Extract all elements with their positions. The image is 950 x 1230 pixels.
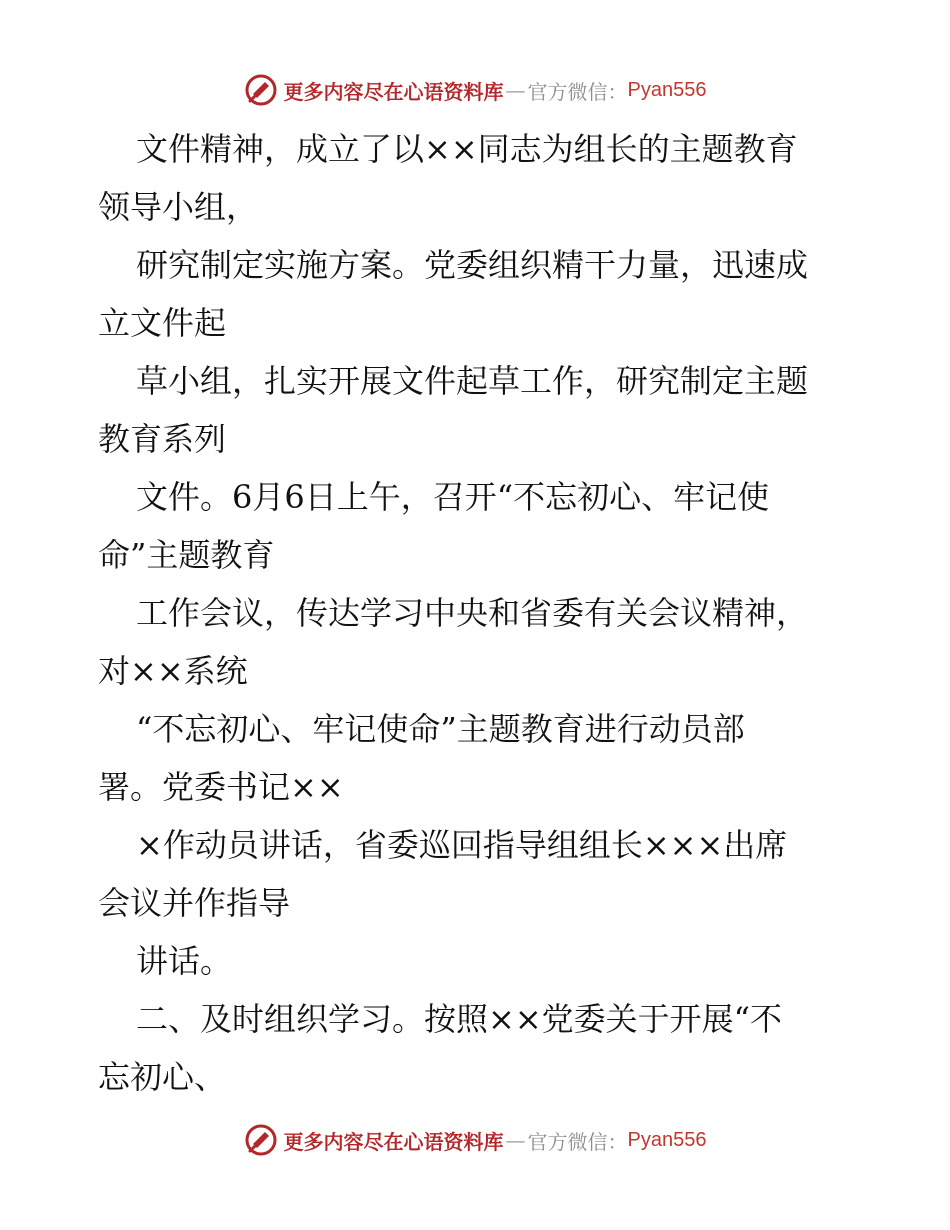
brand-logo-icon — [244, 73, 278, 107]
text-line: 研究制定实施方案。党委组织精干力量，迅速成 — [136, 246, 809, 284]
text-line: 工作会议，传达学习中央和省委有关会议精神， — [136, 594, 809, 632]
watermark-wechat-id: Pyan556 — [627, 78, 707, 101]
text-line: 文件。6月6日上午，召开“不忘初心、牢记使 — [136, 478, 770, 516]
document-body — [98, 120, 858, 1106]
text-line: 草小组，扎实开展文件起草工作，研究制定主题 — [136, 362, 809, 400]
text-line: ×作动员讲话，省委巡回指导组组长×××出席 — [136, 826, 788, 864]
watermark-wechat-label: 官方微信： — [527, 1129, 628, 1154]
watermark-banner-top — [0, 70, 950, 110]
text-line: 忘初心、 — [98, 1058, 227, 1096]
brand-logo-icon — [244, 1123, 278, 1157]
text-line: 对××系统 — [98, 652, 248, 690]
text-line: 教育系列 — [98, 420, 227, 458]
text-line: 讲话。 — [136, 942, 233, 980]
watermark-wechat-id: Pyan556 — [627, 1128, 707, 1151]
text-line: 领导小组， — [98, 188, 259, 226]
text-line: 文件精神，成立了以××同志为组长的主题教育 — [136, 130, 798, 168]
text-line: 命”主题教育 — [98, 536, 275, 574]
text-line: 署。党委书记×× — [98, 768, 344, 806]
watermark-dash: — — [505, 78, 526, 102]
text-line: 二、及时组织学习。按照××党委关于开展“不 — [136, 1000, 782, 1038]
text-line: “不忘初心、牢记使命”主题教育进行动员部 — [136, 710, 745, 748]
text-line: 会议并作指导 — [98, 884, 291, 922]
watermark-dash: — — [505, 1128, 526, 1152]
watermark-site-text: 更多内容尽在心语资料库 — [283, 1129, 504, 1154]
watermark-site-text: 更多内容尽在心语资料库 — [283, 79, 504, 104]
watermark-wechat-label: 官方微信： — [527, 79, 628, 104]
text-line: 立文件起 — [98, 304, 227, 342]
watermark-banner-bottom — [0, 1120, 950, 1160]
